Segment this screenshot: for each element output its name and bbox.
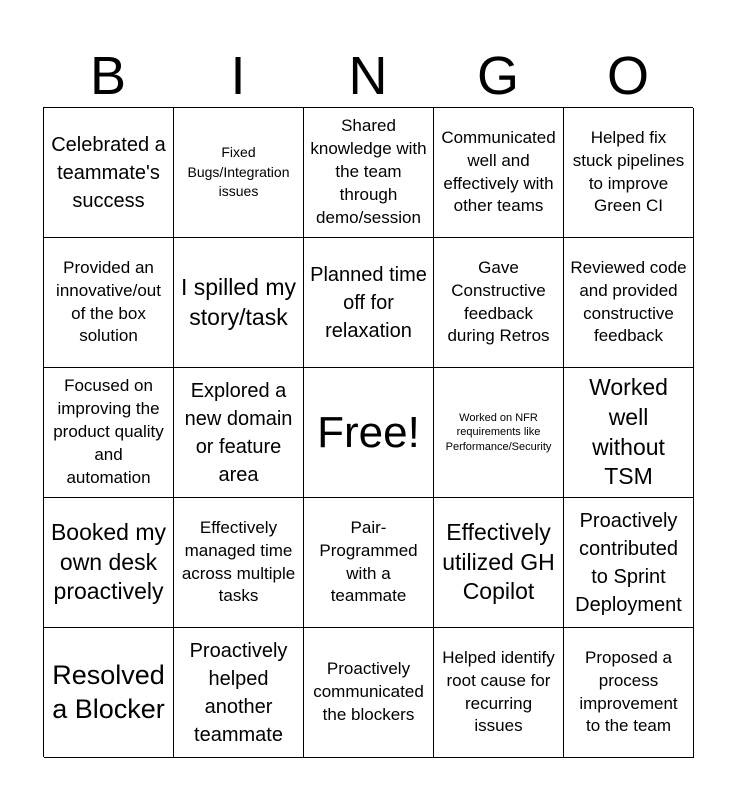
bingo-cell-r1c1[interactable] — [44, 108, 174, 238]
cell-text: Resolved a Blocker — [52, 659, 165, 724]
cell-text: Celebrated a teammate's success — [51, 133, 166, 212]
cell-text: Communicated well and effectively with other teams — [441, 127, 556, 216]
cell-text: Pair-Programmed with a teammate — [319, 517, 418, 606]
cell-text: Proactively contributed to Sprint Deployment — [575, 509, 682, 616]
bingo-cell-r3c1[interactable] — [44, 368, 174, 498]
cell-text: Effectively utilized GH Copilot — [442, 518, 555, 605]
bingo-cell-r5c3[interactable] — [304, 628, 434, 758]
cell-text: Explored a new domain or feature area — [184, 379, 293, 486]
bingo-cell-r2c2[interactable] — [174, 238, 304, 368]
cell-text: Helped identify root cause for recurring issues — [442, 647, 555, 736]
bingo-cell-r2c1[interactable] — [44, 238, 174, 368]
cell-text: Helped fix stuck pipelines to improve Green CI — [572, 127, 685, 216]
cell-text: Shared knowledge with the team through demo/session — [310, 116, 427, 227]
cell-text: Worked on NFR requirements like Performance/Security — [445, 411, 552, 453]
bingo-cell-r4c4[interactable] — [434, 498, 564, 628]
cell-text: Booked my own desk proactively — [50, 518, 167, 605]
header-letter-g: G — [476, 46, 519, 106]
cell-text: Effectively managed time across multiple tasks — [181, 517, 296, 606]
cell-text: Proactively communicated the blockers — [313, 659, 424, 724]
bingo-cell-r4c5[interactable] — [564, 498, 694, 628]
bingo-board — [43, 107, 693, 757]
cell-text: Fixed Bugs/Integration issues — [187, 143, 290, 200]
bingo-cell-r4c2[interactable] — [174, 498, 304, 628]
cell-text: I spilled my story/task — [180, 273, 297, 330]
bingo-cell-r4c1[interactable] — [44, 498, 174, 628]
free-space-label: Free! — [317, 407, 420, 457]
cell-text: Planned time off for relaxation — [310, 263, 427, 342]
bingo-cell-r2c5[interactable] — [564, 238, 694, 368]
bingo-cell-r3c5[interactable] — [564, 368, 694, 498]
bingo-cell-r1c3[interactable] — [304, 108, 434, 238]
bingo-header — [43, 44, 693, 108]
cell-text: Proactively helped another teammate — [189, 639, 288, 746]
cell-text: Gave Constructive feedback during Retros — [447, 257, 550, 346]
header-letter-o: O — [606, 46, 649, 106]
header-letter-b: B — [89, 46, 127, 106]
bingo-cell-r2c3[interactable] — [304, 238, 434, 368]
bingo-cell-r1c5[interactable] — [564, 108, 694, 238]
bingo-cell-r5c2[interactable] — [174, 628, 304, 758]
bingo-free-cell[interactable] — [304, 368, 434, 498]
cell-text: Worked well without TSM — [589, 373, 668, 490]
bingo-cell-r3c4[interactable] — [434, 368, 564, 498]
bingo-cell-r3c2[interactable] — [174, 368, 304, 498]
bingo-cell-r1c2[interactable] — [174, 108, 304, 238]
bingo-cell-r5c4[interactable] — [434, 628, 564, 758]
bingo-cell-r5c5[interactable] — [564, 628, 694, 758]
cell-text: Proposed a process improvement to the team — [579, 647, 678, 736]
cell-text: Focused on improving the product quality and automation — [53, 376, 164, 487]
header-letter-i: I — [230, 46, 246, 106]
bingo-cell-r4c3[interactable] — [304, 498, 434, 628]
bingo-cell-r5c1[interactable] — [44, 628, 174, 758]
cell-text: Reviewed code and provided constructive feedback — [570, 257, 687, 346]
cell-text: Provided an innovative/out of the box solution — [56, 257, 161, 346]
bingo-cell-r2c4[interactable] — [434, 238, 564, 368]
header-letter-n: N — [348, 46, 388, 106]
bingo-cell-r1c4[interactable] — [434, 108, 564, 238]
